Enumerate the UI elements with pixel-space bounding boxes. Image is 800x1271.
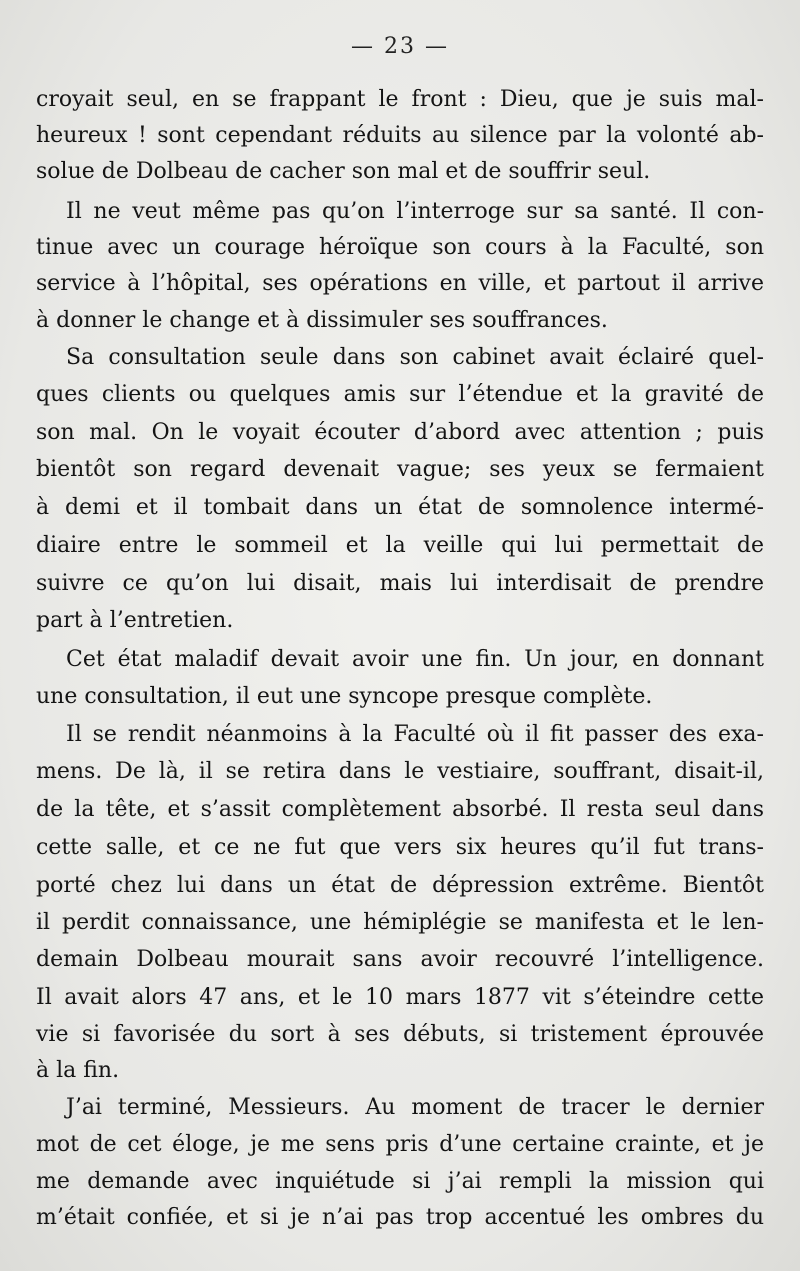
page-number: — 23 — — [351, 34, 449, 59]
text-line: vie si favorisée du sort à ses débuts, si tristement éprouvée — [36, 1022, 764, 1047]
text-line: à demi et il tombait dans un état de somnolence intermé- — [36, 495, 764, 520]
text-line: tinue avec un courage héroïque son cours à la Faculté, son — [36, 235, 764, 260]
paragraph-start-line: J’ai terminé, Messieurs. Au moment de tracer le dernier — [66, 1095, 764, 1120]
text-line: me demande avec inquiétude si j’ai rempli la mission qui — [36, 1169, 764, 1194]
text-line: ques clients ou quelques amis sur l’étendue et la gravité de — [36, 382, 764, 407]
text-line: service à l’hôpital, ses opérations en ville, et partout il arrive — [36, 271, 764, 296]
text-line: diaire entre le sommeil et la veille qui lui permettait de — [36, 533, 764, 558]
paragraph-start-line: Sa consultation seule dans son cabinet avait éclairé quel- — [66, 345, 764, 370]
text-line: Il avait alors 47 ans, et le 10 mars 1877 vit s’éteindre cette — [36, 985, 764, 1010]
text-line: part à l’entretien. — [36, 608, 234, 633]
text-line: suivre ce qu’on lui disait, mais lui interdisait de prendre — [36, 571, 764, 596]
text-line: demain Dolbeau mourait sans avoir recouvré l’intelligence. — [36, 947, 764, 972]
text-line: solue de Dolbeau de cacher son mal et de souffrir seul. — [36, 159, 651, 184]
text-line: croyait seul, en se frappant le front : Dieu, que je suis mal- — [36, 87, 764, 112]
text-line: m’était confiée, et si je n’ai pas trop accentué les ombres du — [36, 1205, 764, 1230]
text-line: porté chez lui dans un état de dépression extrême. Bientôt — [36, 873, 764, 898]
text-line: à la fin. — [36, 1058, 120, 1083]
text-line: de la tête, et s’assit complètement absorbé. Il resta seul dans — [36, 797, 764, 822]
text-line: à donner le change et à dissimuler ses souffrances. — [36, 308, 608, 333]
paragraph-start-line: Cet état maladif devait avoir une fin. Un jour, en donnant — [66, 647, 764, 672]
text-line: mot de cet éloge, je me sens pris d’une certaine crainte, et je — [36, 1132, 764, 1157]
text-line: mens. De là, il se retira dans le vestiaire, souffrant, disait-il, — [36, 759, 764, 784]
text-line: cette salle, et ce ne fut que vers six heures qu’il fut trans- — [36, 835, 764, 860]
paragraph-start-line: Il se rendit néanmoins à la Faculté où il fit passer des exa- — [66, 722, 764, 747]
text-line: une consultation, il eut une syncope presque complète. — [36, 684, 653, 709]
paragraph-start-line: Il ne veut même pas qu’on l’interroge sur sa santé. Il con- — [66, 199, 764, 224]
text-line: bientôt son regard devenait vague; ses yeux se fermaient — [36, 457, 764, 482]
text-line: il perdit connaissance, une hémiplégie se manifesta et le len- — [36, 910, 764, 935]
text-line: heureux ! sont cependant réduits au silence par la volonté ab- — [36, 123, 764, 148]
text-line: son mal. On le voyait écouter d’abord avec attention ; puis — [36, 420, 764, 445]
